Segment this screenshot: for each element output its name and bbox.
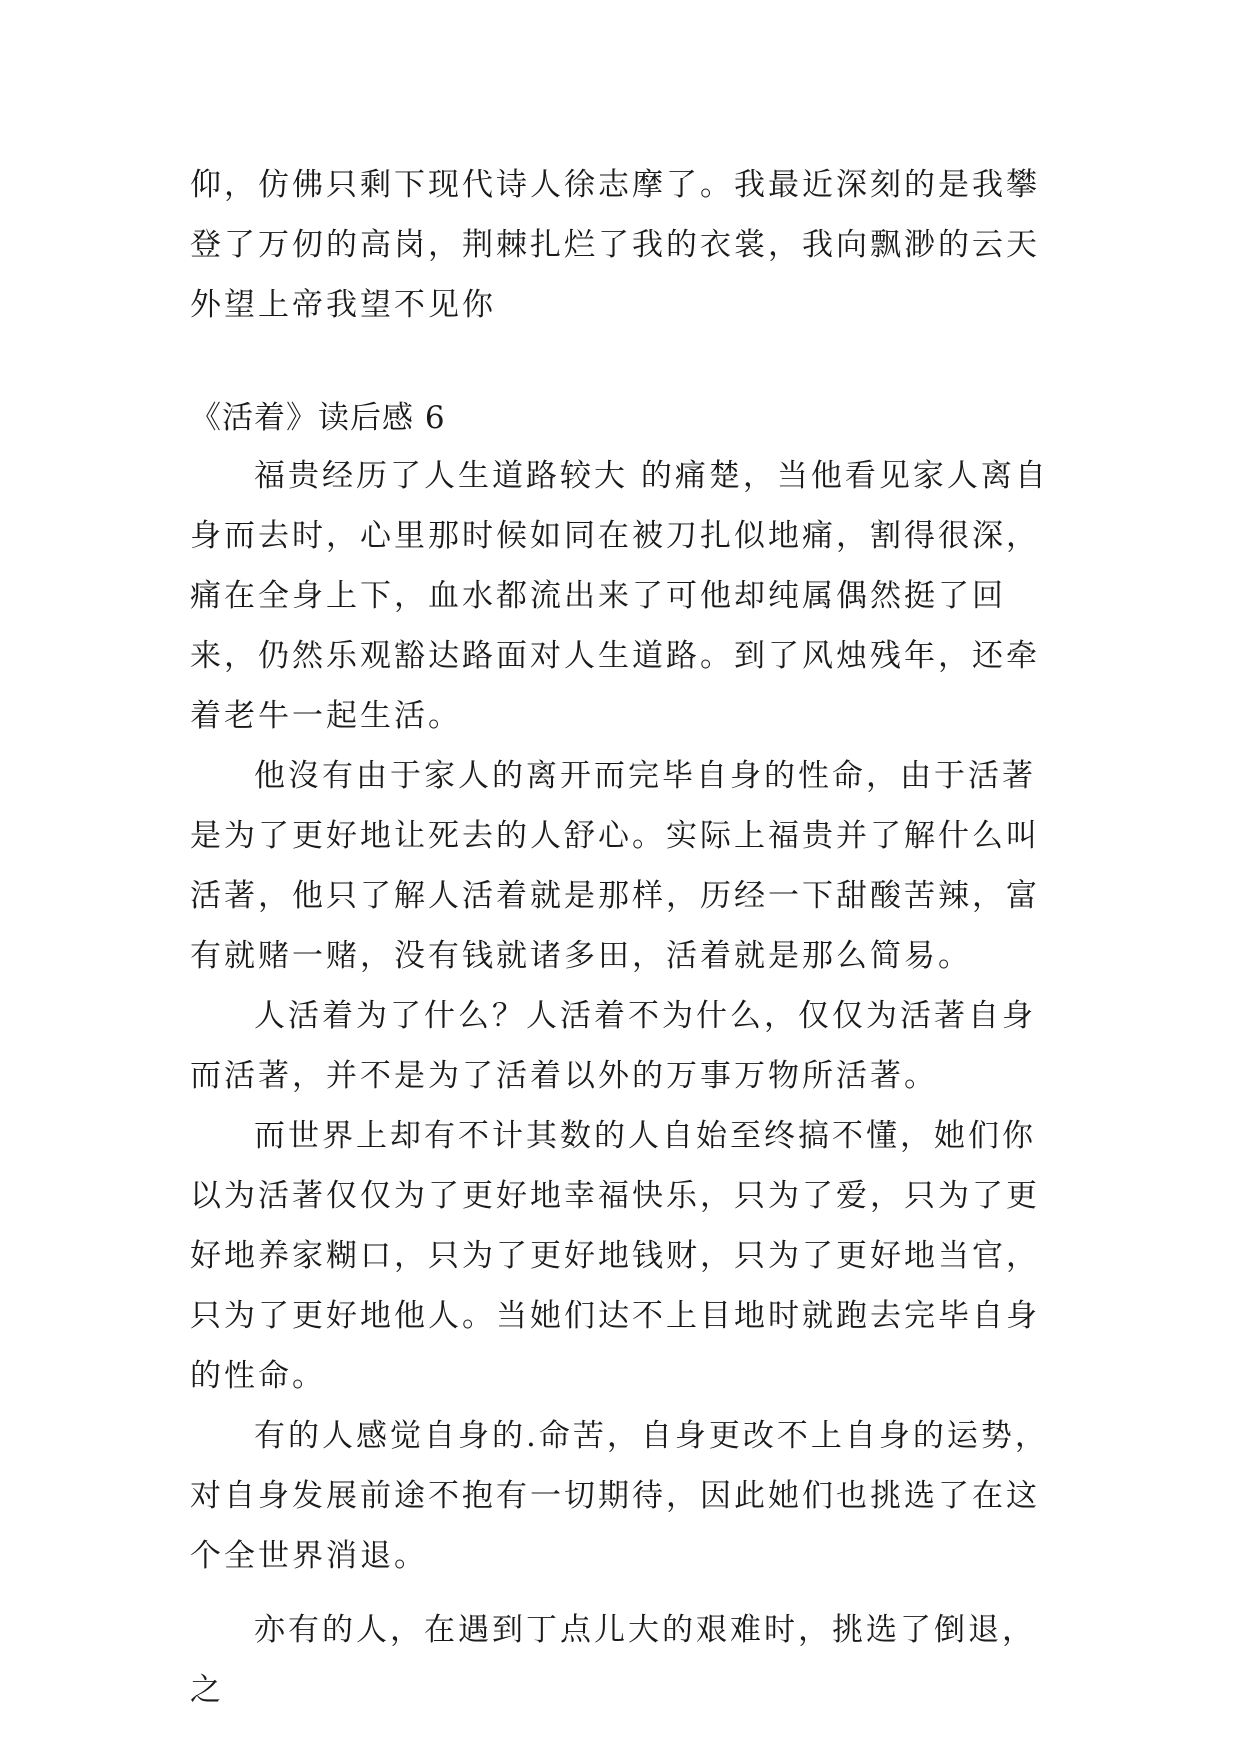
body-paragraph-6: 亦有的人，在遇到丁点儿大的艰难时，挑选了倒退，之 <box>190 1612 1036 1708</box>
body-paragraph-3: 人活着为了什么？人活着不为什么，仅仅为活著自身而活著，并不是为了活着以外的万事万物所活著。 <box>190 998 1036 1094</box>
intro-paragraph: 仰，仿佛只剩下现代诗人徐志摩了。我最近深刻的是我攀登了万仞的高岗，荆棘扎烂了我的衣裳，我向飘渺的云天外望上帝我望不见你 <box>190 167 1040 323</box>
body-paragraph-4: 而世界上却有不计其数的人自始至终搞不懂，她们你以为活著仅仅为了更好地幸福快乐，只为了爱，只为了更好地养家糊口，只为了更好地钱财，只为了更好地当官，只为了更好地他人。当她们达不上目地时就跑去完毕自身的性命。 <box>190 1118 1040 1394</box>
body-paragraph-1: 福贵经历了人生道路较大 的痛楚，当他看见家人离自身而去时，心里那时候如同在被刀扎似地痛，割得很深，痛在全身上下，血水都流出来了可他却纯属偶然挺了回来，仍然乐观豁达路面对人生道路。到了风烛残年，还牵着老牛一起生活。 <box>190 458 1049 734</box>
body-paragraph-5: 有的人感觉自身的.命苦，自身更改不上自身的运势，对自身发展前途不抱有一切期待，因此她们也挑选了在这个全世界消退。 <box>190 1418 1049 1574</box>
body-paragraph-2: 他沒有由于家人的离开而完毕自身的性命，由于活著是为了更好地让死去的人舒心。实际上福贵并了解什么叫活著，他只了解人活着就是那样，历经一下甜酸苦辣，富有就赌一赌，没有钱就诸多田，活着就是那么简易。 <box>190 758 1040 974</box>
section-title: 《活着》读后感 6 <box>190 400 446 436</box>
section-body <box>190 446 1050 1720</box>
